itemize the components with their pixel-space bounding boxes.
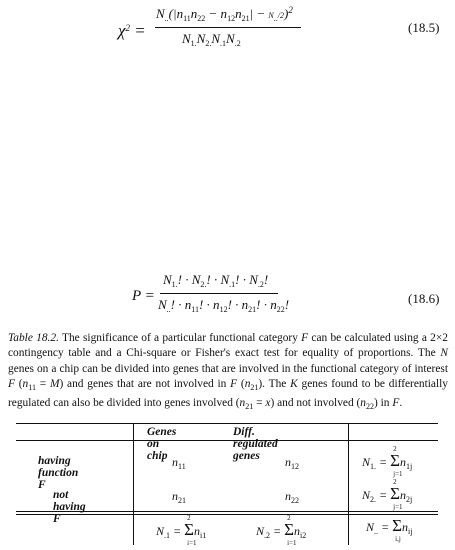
table-caption	[8, 331, 448, 414]
cell-n21: $n_{21}$	[172, 489, 186, 505]
cell-n12: $n_{12}$	[285, 455, 299, 471]
caption-text: The significance of a particular functional category F can be calculated using a 2×2 contingency table and a Chi-square or Fisher's exact test for equality of proportions. The N genes on a chip can be divided into genes that are involved in the functional category of interest F $(n_{11} = M)$ and genes that are not involved in F $(n_{21})$. The K genes found to be differentially regulated can also be divided into genes involved $(n_{21} = x)$ and not involved $(n_{22})$ in F.	[8, 332, 448, 411]
col-sum-n1: $N_{.1} = \Sigma$ 2 i=1 $n_{i1}$	[156, 514, 207, 547]
caption-label: Table 18.2.	[8, 332, 59, 344]
row-sum-n1: $N_{1.} = \Sigma$ 2 j=1 $n_{1j}$	[362, 445, 413, 478]
table-col-rule-1	[133, 423, 134, 545]
chi-symbol: $\chi^2$ =	[118, 21, 146, 40]
eq1-numerator: $N_{..}(|n_{11}n_{22} - n_{12}n_{21}| - N_{..}/2)^2$	[156, 5, 293, 23]
cell-n11: $n_{11}$	[172, 455, 186, 471]
col-header-genes-on-chip: Genes on chip	[147, 426, 177, 462]
eq2-number: (18.6)	[408, 291, 440, 306]
eq1-denominator: $N_{1.}N_{2.}N_{.1}N_{.2}$	[182, 31, 241, 48]
eq2-fraction-line	[160, 293, 278, 294]
row-header-not-having: not having F	[53, 489, 86, 525]
eq2-denominator: $N_{..}$! · $n_{11}$! · $n_{12}$! · $n_{21}$! · $n_{22}$!	[158, 297, 290, 314]
row-sum-n2: $N_{2.} = \Sigma$ 2 j=1 $n_{2j}$	[362, 478, 413, 511]
p-symbol: P =	[132, 288, 155, 304]
table-top-rule	[16, 423, 438, 424]
col-sum-n2: $N_{.2} = \Sigma$ 2 i=1 $n_{i2}$	[256, 514, 307, 547]
table-col-rule-2	[348, 423, 349, 545]
eq1-fraction-line	[155, 27, 301, 28]
col-header-diff-regulated: Diff. regulated genes	[233, 426, 278, 462]
cell-n22: $n_{22}$	[285, 489, 299, 505]
eq2-numerator: $N_{1.}$! · $N_{2.}$! · $N_{.1}$! · $N_{.2}$!	[163, 272, 269, 289]
eq1-number: (18.5)	[408, 20, 440, 35]
grand-sum: $N_{..} = \Sigma$ i,j $n_{ij}$	[366, 516, 413, 543]
row-header-having-function: having function F	[38, 455, 79, 491]
table-header-rule	[16, 440, 438, 441]
